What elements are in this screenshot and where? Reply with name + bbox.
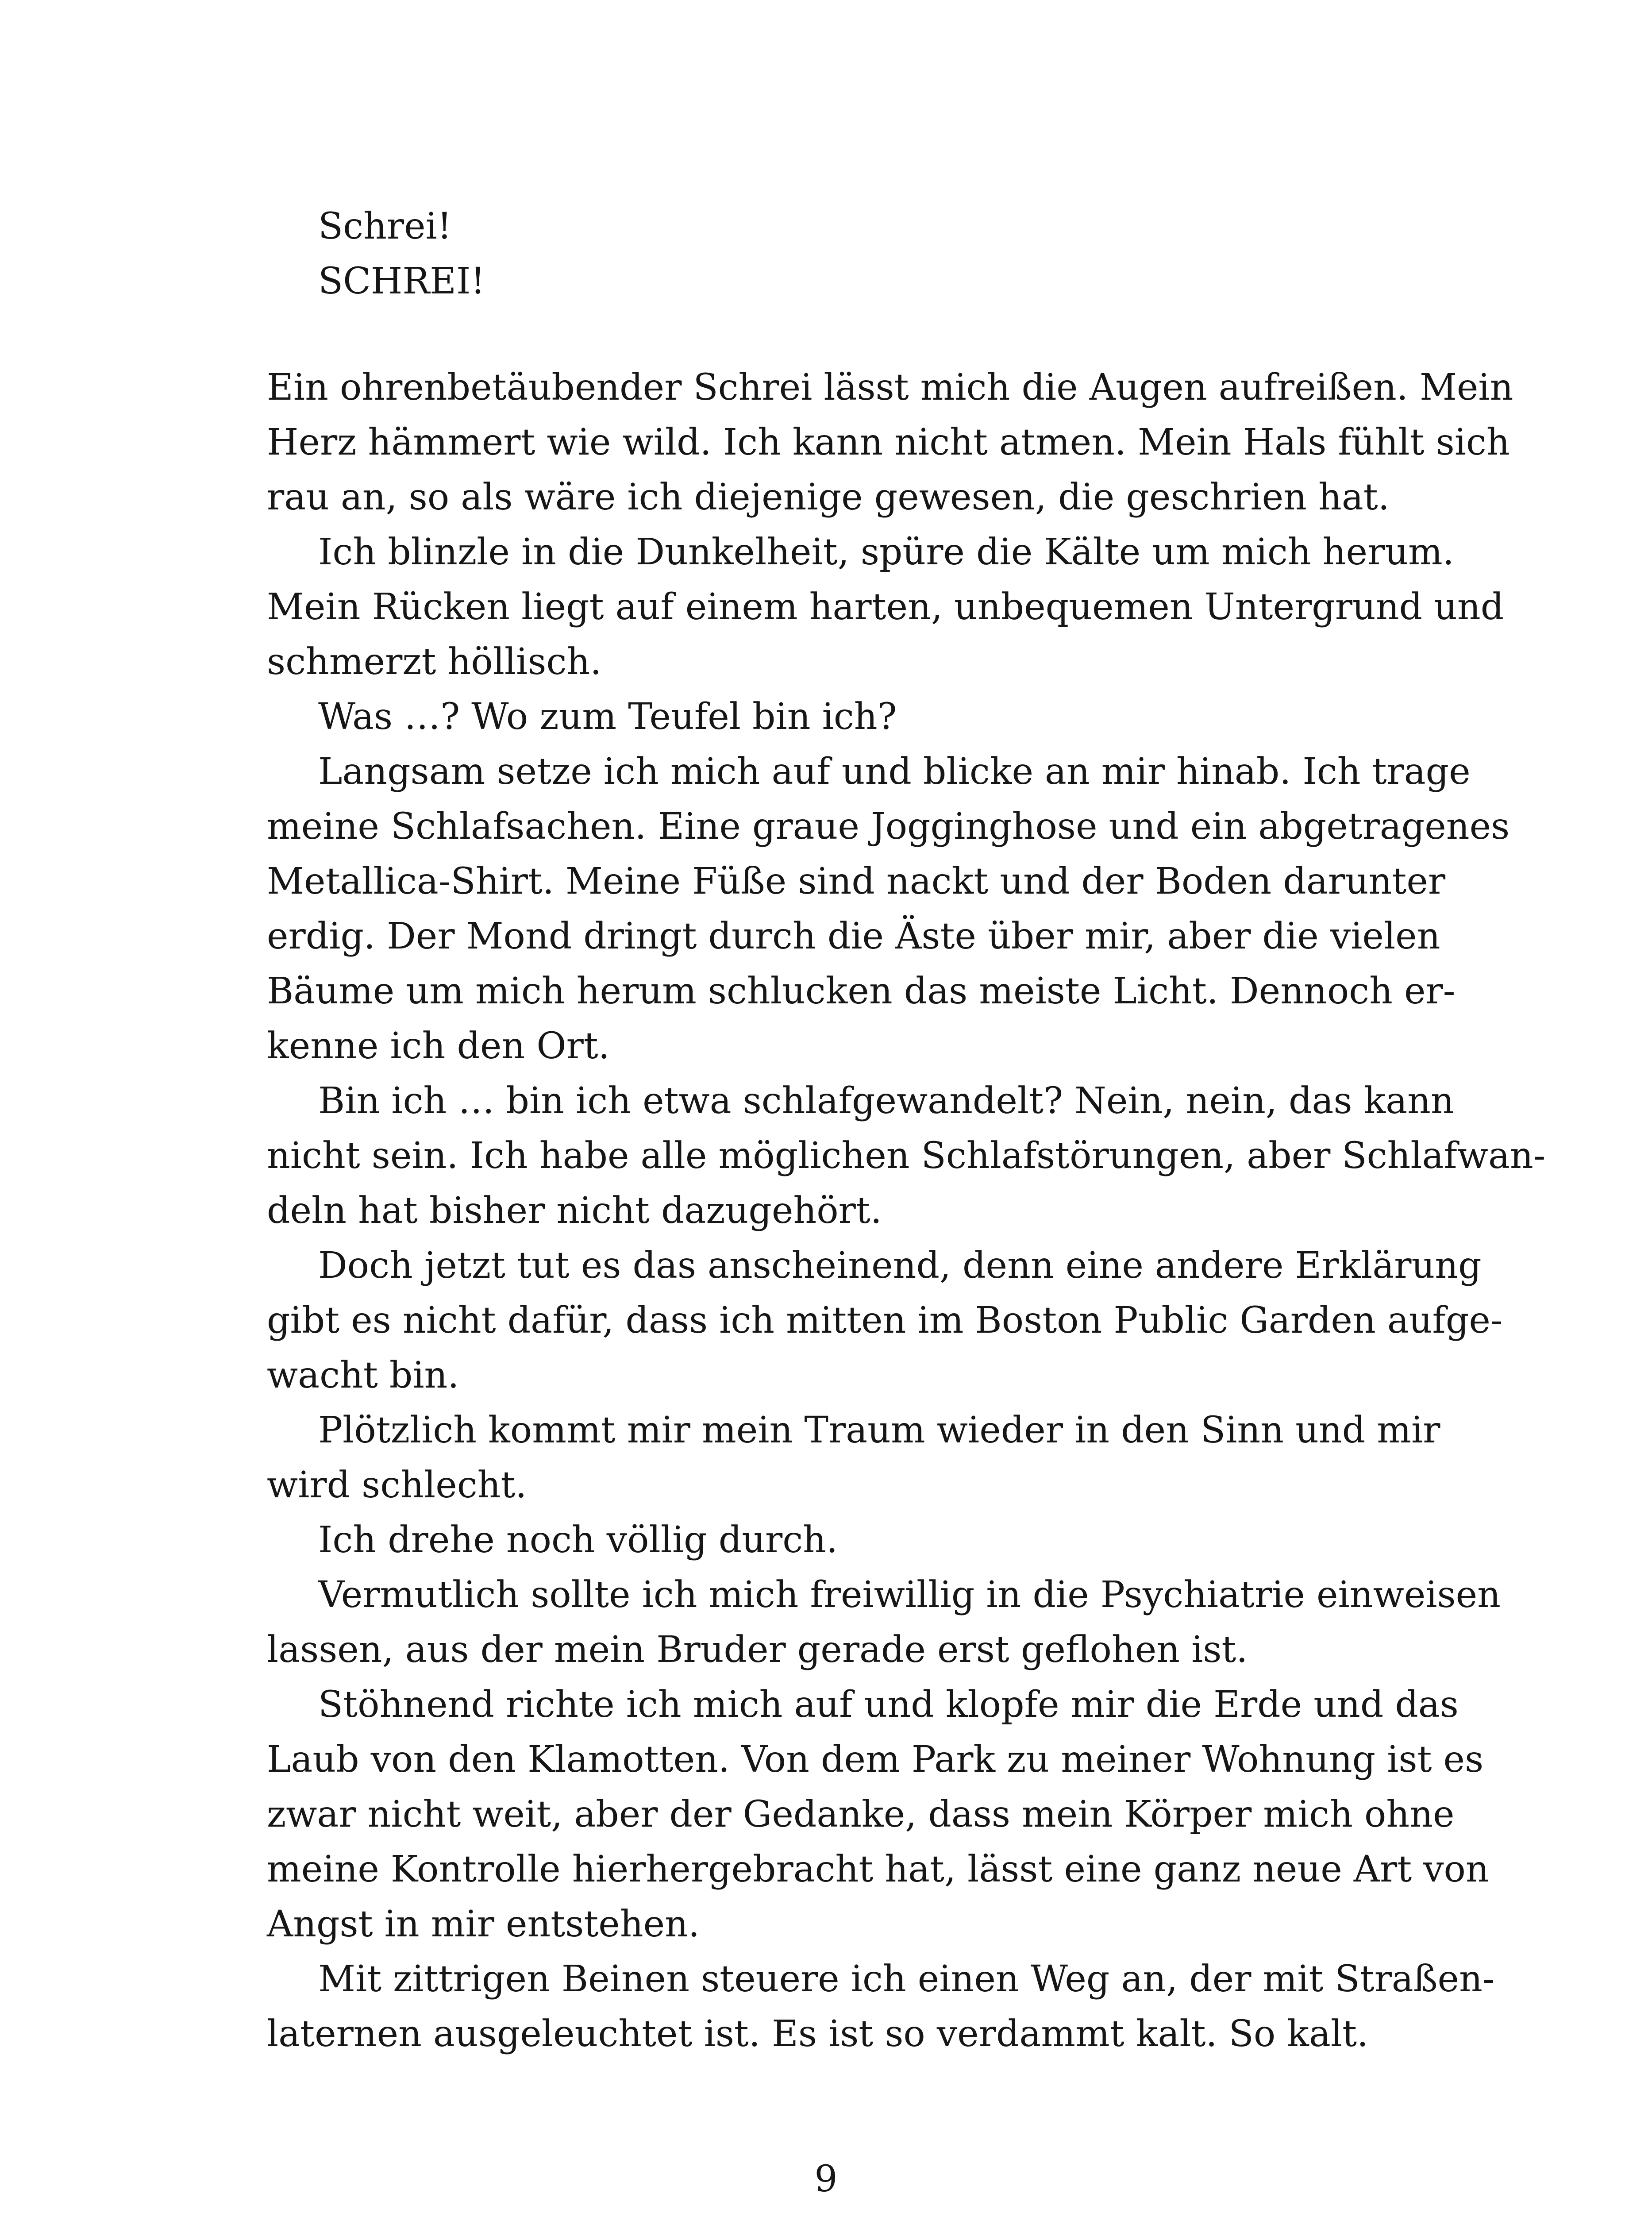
text-line: Was …? Wo zum Teufel bin ich? [318, 696, 897, 738]
text-line: zwar nicht weit, aber der Gedanke, dass mein Körper mich ohne [267, 1793, 1455, 1835]
text-line: Stöhnend richte ich mich auf und klopfe mir die Erde und das [318, 1684, 1459, 1726]
text-line: Herz hämmert wie wild. Ich kann nicht atmen. Mein Hals fühlt sich [267, 421, 1510, 463]
text-line: kenne ich den Ort. [267, 1025, 610, 1067]
text-line: Bin ich … bin ich etwa schlafgewandelt? Nein, nein, das kann [318, 1080, 1454, 1122]
text-line: meine Kontrolle hierhergebracht hat, lässt eine ganz neue Art von [267, 1848, 1489, 1890]
text-line: Angst in mir entstehen. [267, 1903, 700, 1945]
text-line: Ich blinzle in die Dunkelheit, spüre die Kälte um mich herum. [318, 531, 1454, 573]
text-line: laternen ausgeleuchtet ist. Es ist so verdammt kalt. So kalt. [267, 2013, 1369, 2055]
body-text [267, 360, 1546, 2062]
text-line: erdig. Der Mond dringt durch die Äste über mir, aber die vielen [267, 915, 1440, 957]
text-line: lassen, aus der mein Bruder gerade erst geflohen ist. [267, 1629, 1248, 1671]
text-line: Vermutlich sollte ich mich freiwillig in die Psychiatrie einweisen [318, 1574, 1501, 1616]
text-line: rau an, so als wäre ich diejenige gewesen, die geschrien hat. [267, 476, 1390, 518]
text-line: wacht bin. [267, 1354, 459, 1396]
text-line: deln hat bisher nicht dazugehört. [267, 1190, 882, 1232]
text-line: Ein ohrenbetäubender Schrei lässt mich die Augen aufreißen. Mein [267, 366, 1513, 409]
text-line: Langsam setze ich mich auf und blicke an mir hinab. Ich trage [318, 751, 1471, 793]
text-line: schmerzt höllisch. [267, 641, 602, 683]
text-line: Metallica-Shirt. Meine Füße sind nackt und der Boden darunter [267, 860, 1446, 902]
text-line: nicht sein. Ich habe alle möglichen Schlafstörungen, aber Schlafwan- [267, 1135, 1546, 1177]
text-line: wird schlecht. [267, 1464, 527, 1506]
intro-line: Schrei! [318, 205, 452, 247]
text-line: Ich drehe noch völlig durch. [318, 1519, 838, 1561]
text-line: Laub von den Klamotten. Von dem Park zu meiner Wohnung ist es [267, 1739, 1484, 1781]
intro-line: SCHREI! [318, 260, 485, 302]
intro-block [318, 199, 1425, 309]
text-line: meine Schlafsachen. Eine graue Jogginghose und ein abgetragenes [267, 806, 1510, 848]
text-line: Doch jetzt tut es das anscheinend, denn eine andere Erklärung [318, 1245, 1482, 1287]
text-line: Mit zittrigen Beinen steuere ich einen Weg an, der mit Straßen- [318, 1958, 1495, 2000]
text-line: Mein Rücken liegt auf einem harten, unbequemen Untergrund und [267, 586, 1504, 628]
page-number: 9 [814, 2158, 838, 2200]
text-line: Plötzlich kommt mir mein Traum wieder in den Sinn und mir [318, 1409, 1440, 1451]
text-line: gibt es nicht dafür, dass ich mitten im Boston Public Garden aufge- [267, 1299, 1503, 1342]
text-line: Bäume um mich herum schlucken das meiste Licht. Dennoch er- [267, 970, 1456, 1012]
